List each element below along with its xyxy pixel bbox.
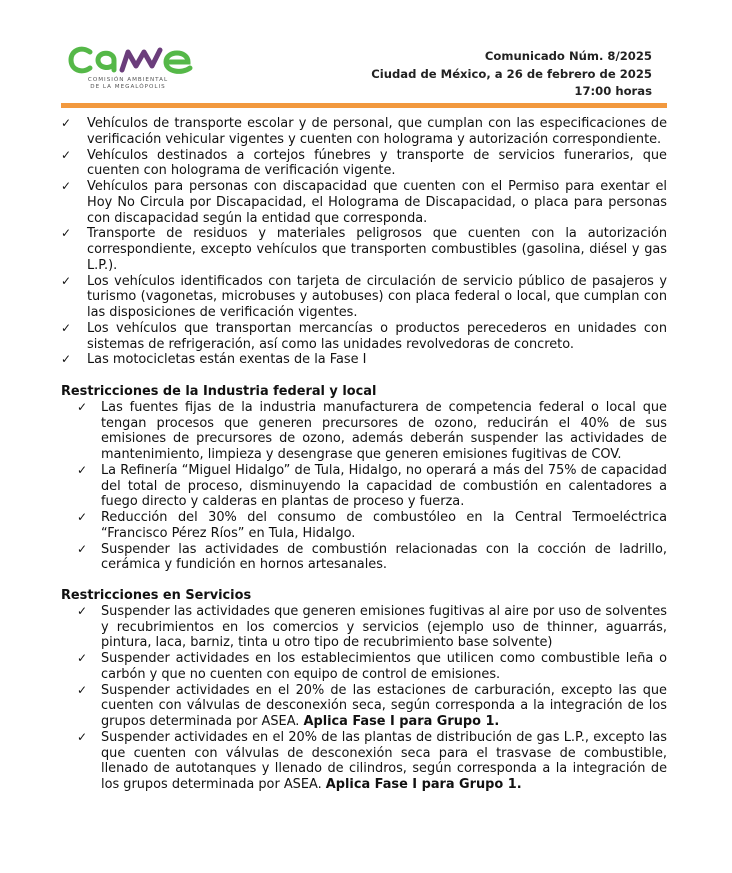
section-heading-services: Restricciones en Servicios bbox=[61, 588, 252, 603]
document-body bbox=[61, 116, 667, 793]
list-item-text: Vehículos para personas con discapacidad que cuenten con el Permiso para exentar el Hoy No Circula por Discapacidad, el Holograma de Discapacidad, o placa para personas con discapacidad según la entidad que corresponda. bbox=[87, 179, 667, 226]
list-item-text: Suspender las actividades que generen emisiones fugitivas al aire por uso de solventes y recubrimientos en los comercios y servicios (ejemplo uso de thinner, aguarrás, pintura, laca, barniz, tinta u otro tipo de recubrimiento base solvente) bbox=[101, 603, 667, 651]
list-item bbox=[61, 321, 667, 353]
check-icon: ✓ bbox=[77, 462, 88, 477]
communique-place-date: Ciudad de México, a 26 de febrero de 2025 bbox=[371, 66, 652, 81]
list-item bbox=[61, 274, 667, 321]
list-item-emphasis: Aplica Fase I para Grupo 1. bbox=[325, 777, 522, 792]
check-icon: ✓ bbox=[61, 320, 72, 335]
check-icon: ✓ bbox=[61, 352, 72, 367]
list-item bbox=[61, 542, 667, 574]
list-item bbox=[61, 179, 667, 226]
list-item-text: Suspender actividades en el 20% de las estaciones de carburación, excepto las que cuenten con válvulas de desconexión seca, según corresponda a la integración de los grupos determinada por ASEA. bbox=[101, 682, 667, 729]
check-icon: ✓ bbox=[61, 226, 72, 241]
list-item-text: Suspender actividades en los establecimientos que utilicen como combustible leña o carbón y que no cuenten con equipo de control de emisiones. bbox=[101, 651, 667, 682]
page-header bbox=[0, 0, 732, 110]
list-item-text: Suspender las actividades de combustión relacionadas con la cocción de ladrillo, cerámica y fundición en hornos artesanales. bbox=[101, 541, 667, 573]
list-item bbox=[61, 116, 667, 148]
vehicle-exemption-list bbox=[61, 116, 667, 368]
list-item-text: Reducción del 30% del consumo de combustóleo en la Central Termoeléctrica “Francisco Pérez Ríos” en Tula, Hidalgo. bbox=[101, 510, 667, 541]
list-item bbox=[61, 226, 667, 273]
check-icon: ✓ bbox=[77, 541, 88, 556]
check-icon: ✓ bbox=[77, 510, 88, 524]
check-icon: ✓ bbox=[77, 651, 88, 665]
list-item bbox=[61, 148, 667, 180]
industry-restrictions-list bbox=[61, 400, 667, 573]
check-icon: ✓ bbox=[61, 179, 72, 193]
list-item bbox=[61, 604, 667, 651]
list-item-text: Los vehículos identificados con tarjeta de circulación de servicio público de pasajeros y turismo (vagonetas, microbuses y autobuses) con placa federal o local, que cumplan con las disposiciones de verificación vigentes. bbox=[87, 273, 667, 320]
check-icon: ✓ bbox=[61, 147, 72, 162]
list-item bbox=[61, 510, 667, 542]
check-icon: ✓ bbox=[77, 729, 88, 744]
list-item bbox=[61, 651, 667, 683]
logo-subtitle-line2: DE LA MEGALÓPOLIS bbox=[90, 84, 166, 90]
check-icon: ✓ bbox=[61, 273, 72, 288]
list-item-emphasis: Aplica Fase I para Grupo 1. bbox=[303, 714, 500, 729]
list-item-text: Vehículos de transporte escolar y de personal, que cumplan con las especificaciones de verificación vehicular vigentes y cuenten con holograma y autorización correspondiente. bbox=[87, 116, 667, 147]
list-item-text: Vehículos destinados a cortejos fúnebres y transporte de servicios funerarios, que cuenten con holograma de verificación vigente. bbox=[87, 147, 667, 179]
communique-time: 17:00 horas bbox=[574, 84, 652, 98]
logo-subtitle-line1: COMISIÓN AMBIENTAL bbox=[87, 77, 169, 83]
list-item bbox=[61, 683, 667, 730]
communique-number: Comunicado Núm. 8/2025 bbox=[484, 49, 652, 63]
list-item-text: La Refinería “Miguel Hidalgo” de Tula, Hidalgo, no operará a más del 75% de capacidad del total de proceso, disminuyendo la capacidad de combustión en calentadores a fuego directo y calderas en plantas de proceso y fuerza. bbox=[101, 462, 667, 510]
services-restrictions-list bbox=[61, 604, 667, 793]
came-logo-mark bbox=[68, 44, 198, 76]
header-divider bbox=[61, 103, 667, 108]
check-icon: ✓ bbox=[77, 682, 88, 697]
list-item bbox=[61, 463, 667, 510]
came-logo bbox=[68, 44, 198, 96]
list-item bbox=[61, 730, 667, 793]
list-item bbox=[61, 400, 667, 463]
list-item-text: Las motocicletas están exentas de la Fase I bbox=[87, 352, 367, 368]
list-item-text: Suspender actividades en el 20% de las plantas de distribución de gas L.P., excepto las que cuenten con válvulas de desconexión seca para el trasvase de combustible, llenado de autotanques y llenado de cilindros, según corresponda a la integración de los grupos determinada por ASEA. bbox=[101, 729, 667, 792]
section-heading-industry: Restricciones de la Industria federal y local bbox=[61, 384, 377, 399]
list-item-text: Las fuentes fijas de la industria manufacturera de competencia federal o local que tengan procesos que generen precursores de ozono, reducirán el 40% de sus emisiones de precursores de ozono, además deberán suspender las actividades de mantenimiento, limpieza y desengrase que generen emisiones fugitivas de COV. bbox=[101, 399, 667, 462]
list-item-text: Transporte de residuos y materiales peligrosos que cuenten con la autorización correspondiente, excepto vehículos que transporten combustibles (gasolina, diésel y gas L.P.). bbox=[87, 226, 667, 273]
communique-meta bbox=[371, 48, 652, 101]
list-item bbox=[61, 352, 667, 368]
check-icon: ✓ bbox=[77, 603, 88, 618]
check-icon: ✓ bbox=[61, 116, 72, 130]
list-item-text: Los vehículos que transportan mercancías o productos perecederos en unidades con sistemas de refrigeración, así como las unidades revolvedoras de concreto. bbox=[87, 320, 667, 352]
check-icon: ✓ bbox=[77, 399, 88, 414]
